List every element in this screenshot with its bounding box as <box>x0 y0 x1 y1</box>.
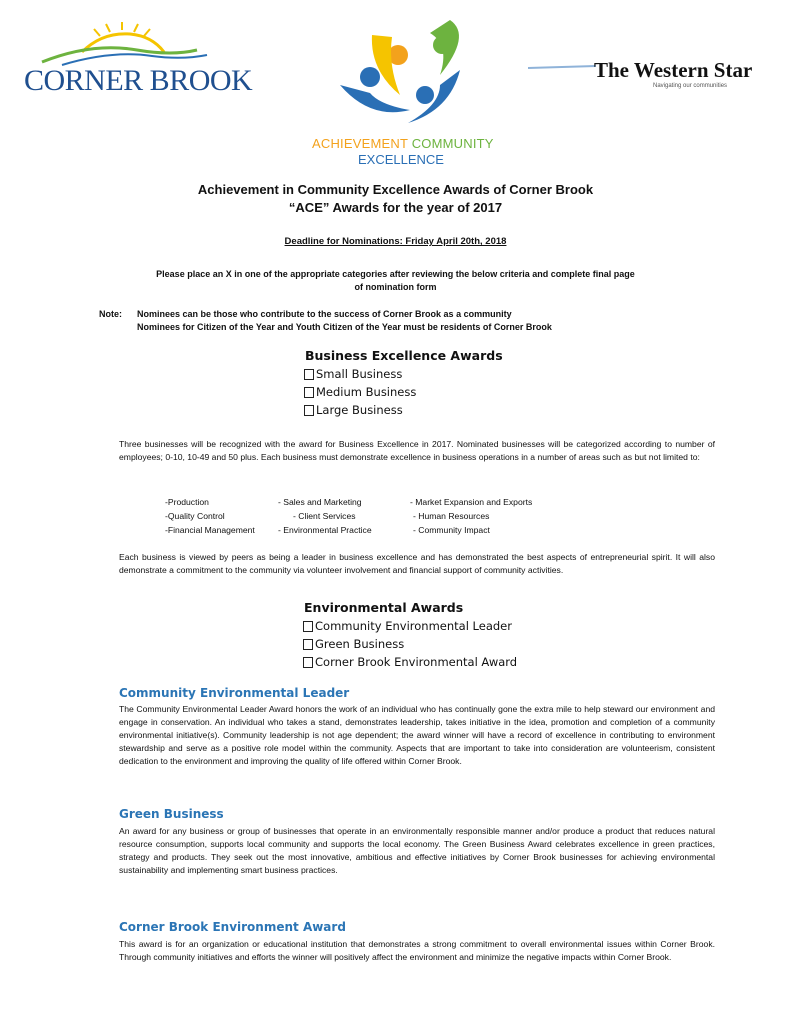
green-business-checkbox[interactable] <box>303 639 313 650</box>
compass-line-icon <box>528 60 598 80</box>
environmental-awards-heading: Environmental Awards <box>304 600 464 615</box>
instruction-line2: of nomination form <box>354 282 437 292</box>
community-environmental-leader-label: Community Environmental Leader <box>315 619 512 633</box>
section-body-corner-brook-environment-award: This award is for an organization or educational institution that demonstrates a strong commitment to overall environmental issues within Corner Brook. Through community initiatives and efforts the winner will positively affect the environment and minimize the negative impacts within Corner Brook. <box>119 939 715 962</box>
corner-brook-wordmark: CORNER BROOK <box>24 64 253 97</box>
corner-brook-environmental-award-checkbox[interactable] <box>303 657 313 668</box>
section-body-community-environmental-leader: The Community Environmental Leader Award honors the work of an individual who has continually gone the extra mile to help steward our environment and engage in conservation. An individual who takes a stand, demonstrates leadership, takes initiative in the idea, promotion and completion of a community environmental initiative(s). Community leadership is not age dependent; the award winner will have a record of excellence in contributing to environment stewardship and serve as a positive role model within the community. Aspects that are important to take into consideration are volunteerism, consistent dedication to the environment and improving the quality of life offered within Corner Brook. <box>119 704 715 766</box>
option-large-business[interactable] <box>304 403 403 417</box>
page-title-line1: Achievement in Community Excellence Awards of Corner Brook <box>197 182 594 197</box>
instruction-line1: Please place an X in one of the appropriate categories after reviewing the below criteria and complete final page <box>156 269 635 279</box>
nomination-deadline: Deadline for Nominations: Friday April 20th, 2018 <box>284 236 507 247</box>
note-line2: Nominees for Citizen of the Year and Youth Citizen of the Year must be residents of Corner Brook <box>137 322 552 332</box>
list-item: -Quality Control <box>165 511 225 521</box>
small-business-checkbox[interactable] <box>304 369 314 380</box>
list-item: -Production <box>165 497 209 507</box>
section-heading-community-environmental-leader: Community Environmental Leader <box>119 686 350 700</box>
small-business-label: Small Business <box>316 367 403 381</box>
list-item: - Sales and Marketing <box>278 497 362 507</box>
large-business-checkbox[interactable] <box>304 405 314 416</box>
corner-brook-logo <box>22 22 253 102</box>
option-corner-brook-environmental-award[interactable] <box>303 655 517 669</box>
medium-business-label: Medium Business <box>316 385 417 399</box>
ace-wordmark-line2: EXCELLENCE <box>358 152 444 167</box>
business-closing-paragraph: Each business is viewed by peers as being a leader in business excellence and has demonstrated the best aspects of entrepreneurial spirit. It will also demonstrate a commitment to the community via volunteer involvement and financial support of community activities. <box>119 552 715 575</box>
option-medium-business[interactable] <box>304 385 416 399</box>
large-business-label: Large Business <box>316 403 403 417</box>
western-star-tagline: Navigating our communities <box>653 83 728 89</box>
option-community-environmental-leader[interactable] <box>303 619 512 633</box>
ace-word-achievement: ACHIEVEMENT <box>312 136 412 151</box>
list-item: - Human Resources <box>413 511 490 521</box>
section-body-green-business: An award for any business or group of businesses that operate in an environmentally responsible manner and/or produce a product that reduces natural resource consumption, supports local community and supports the local economy. The Green Business Award celebrates excellence in green practices, strategy and products. They seek out the most innovative, ambitious and effective initiatives by Corner Brook businesses for achieving environmental sustainability and implementing smart business practices. <box>119 826 715 875</box>
list-item: - Environmental Practice <box>278 525 372 535</box>
corner-brook-environmental-award-label: Corner Brook Environmental Award <box>315 655 518 669</box>
medium-business-checkbox[interactable] <box>304 387 314 398</box>
page-title-line2: “ACE” Awards for the year of 2017 <box>288 200 503 215</box>
note-line1: Nominees can be those who contribute to the success of Corner Brook as a community <box>137 309 512 319</box>
ace-wordmark-line1 <box>312 136 494 151</box>
business-intro-paragraph: Three businesses will be recognized with the award for Business Excellence in 2017. Nominated businesses will be categorized according to number of employees; 0-10, 10-49 and 50 plus. Each business must demonstrate excellence in business operations in a number of areas such as but not limited to: <box>119 439 715 462</box>
list-item: - Market Expansion and Exports <box>410 497 533 507</box>
ace-word-community: COMMUNITY <box>411 136 494 151</box>
ace-figures-icon <box>300 15 500 135</box>
option-small-business[interactable] <box>304 367 402 381</box>
business-areas-list <box>165 495 625 540</box>
note-label: Note: <box>99 309 122 319</box>
section-heading-corner-brook-environment-award: Corner Brook Environment Award <box>119 920 346 934</box>
business-awards-heading: Business Excellence Awards <box>305 348 503 363</box>
green-business-label: Green Business <box>315 637 405 651</box>
ace-logo <box>300 15 500 165</box>
list-item: - Client Services <box>293 511 356 521</box>
option-green-business[interactable] <box>303 637 404 651</box>
sunrise-icon <box>22 22 242 67</box>
western-star-logo <box>528 48 768 98</box>
list-item: -Financial Management <box>165 525 255 535</box>
list-item: - Community Impact <box>413 525 490 535</box>
section-heading-green-business: Green Business <box>119 807 224 821</box>
community-environmental-leader-checkbox[interactable] <box>303 621 313 632</box>
western-star-wordmark: The Western Star <box>594 58 753 82</box>
